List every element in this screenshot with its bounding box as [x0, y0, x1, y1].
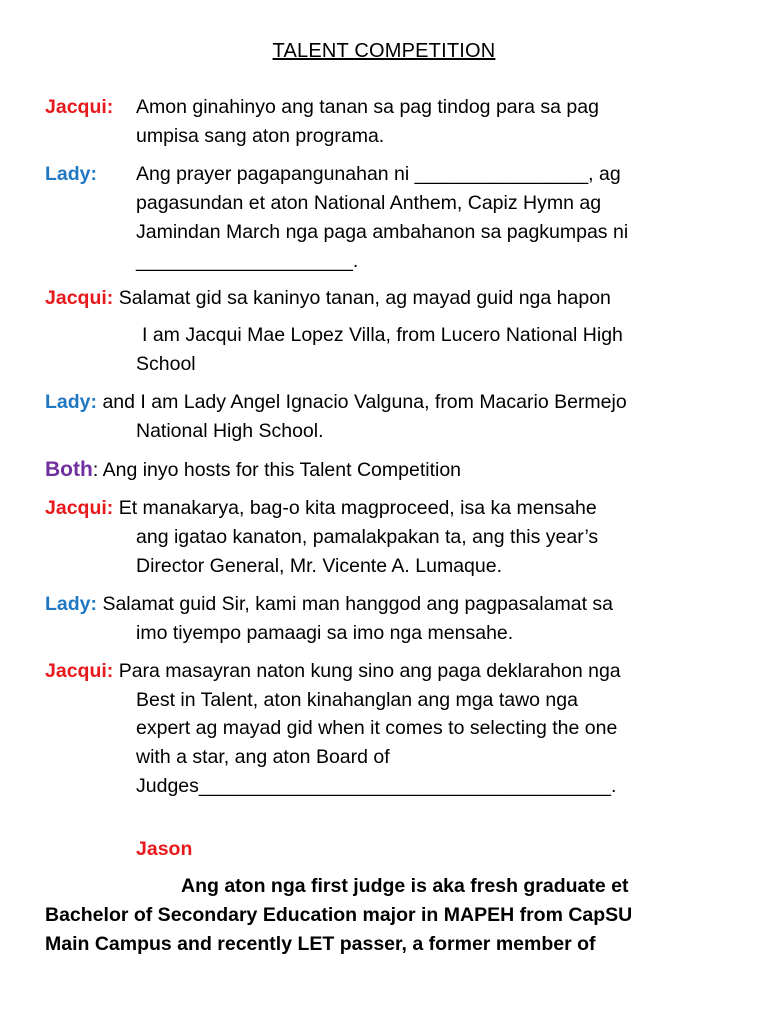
script-line-25: Bachelor of Secondary Education major in MAPEH from CapSU: [45, 904, 633, 926]
speaker-jacqui: Jacqui:: [45, 497, 114, 519]
dialogue-text: Ang prayer pagapangunahan ni ________________, ag: [136, 163, 621, 185]
script-line-7: [45, 284, 611, 313]
dialogue-text: Salamat guid Sir, kami man hanggod ang pagpasalamat sa: [102, 593, 614, 615]
script-line-21: with a star, ang aton Board of: [136, 746, 390, 768]
dialogue-text: : Ang inyo hosts for this Talent Competition: [92, 459, 462, 481]
script-line-9: School: [136, 353, 196, 375]
script-line-18: [45, 657, 621, 686]
script-line-4: pagasundan et aton National Anthem, Capiz Hymn ag: [136, 192, 602, 214]
script-line-2: umpisa sang aton programa.: [136, 125, 385, 147]
speaker-jacqui: Jacqui:: [45, 287, 114, 309]
dialogue-text: Para masayran naton kung sino ang paga deklarahon nga: [118, 660, 621, 682]
script-line-8: I am Jacqui Mae Lopez Villa, from Lucero National High: [142, 324, 623, 346]
speaker-jason: Jason: [136, 838, 193, 860]
script-line-11: National High School.: [136, 420, 324, 442]
dialogue-text: Et manakarya, bag-o kita magproceed, isa ka mensahe: [118, 497, 597, 519]
script-line-6: ____________________.: [136, 250, 359, 272]
script-line-3: [45, 160, 621, 189]
script-line-20: expert ag mayad gid when it comes to selecting the one: [136, 717, 618, 739]
script-line-5: Jamindan March nga paga ambahanon sa pagkumpas ni: [136, 221, 629, 243]
script-line-15: Director General, Mr. Vicente A. Lumaque.: [136, 555, 502, 577]
script-line-22: Judges______________________________________.: [136, 775, 617, 797]
script-line-13: [45, 494, 597, 523]
document-title: TALENT COMPETITION: [272, 40, 496, 62]
script-line-1: [45, 93, 599, 122]
dialogue-text: Amon ginahinyo ang tanan sa pag tindog para sa pag: [136, 96, 599, 118]
dialogue-text: Salamat gid sa kaninyo tanan, ag mayad guid nga hapon: [118, 287, 611, 309]
script-line-10: [45, 388, 627, 417]
speaker-both: Both: [45, 458, 93, 481]
dialogue-text: and I am Lady Angel Ignacio Valguna, from Macario Bermejo: [102, 391, 627, 413]
script-line-14: ang igatao kanaton, pamalakpakan ta, ang this year’s: [136, 526, 599, 548]
speaker-jacqui: Jacqui:: [45, 96, 114, 118]
speaker-lady: Lady:: [45, 163, 98, 185]
script-line-17: imo tiyempo pamaagi sa imo nga mensahe.: [136, 622, 514, 644]
script-line-12: [45, 455, 461, 485]
script-line-24: Ang aton nga first judge is aka fresh graduate et: [181, 875, 629, 897]
script-line-16: [45, 590, 613, 619]
script-line-19: Best in Talent, aton kinahanglan ang mga tawo nga: [136, 689, 578, 711]
script-line-26: Main Campus and recently LET passer, a former member of: [45, 933, 596, 955]
speaker-lady: Lady:: [45, 593, 98, 615]
speaker-jacqui: Jacqui:: [45, 660, 114, 682]
speaker-lady: Lady:: [45, 391, 98, 413]
